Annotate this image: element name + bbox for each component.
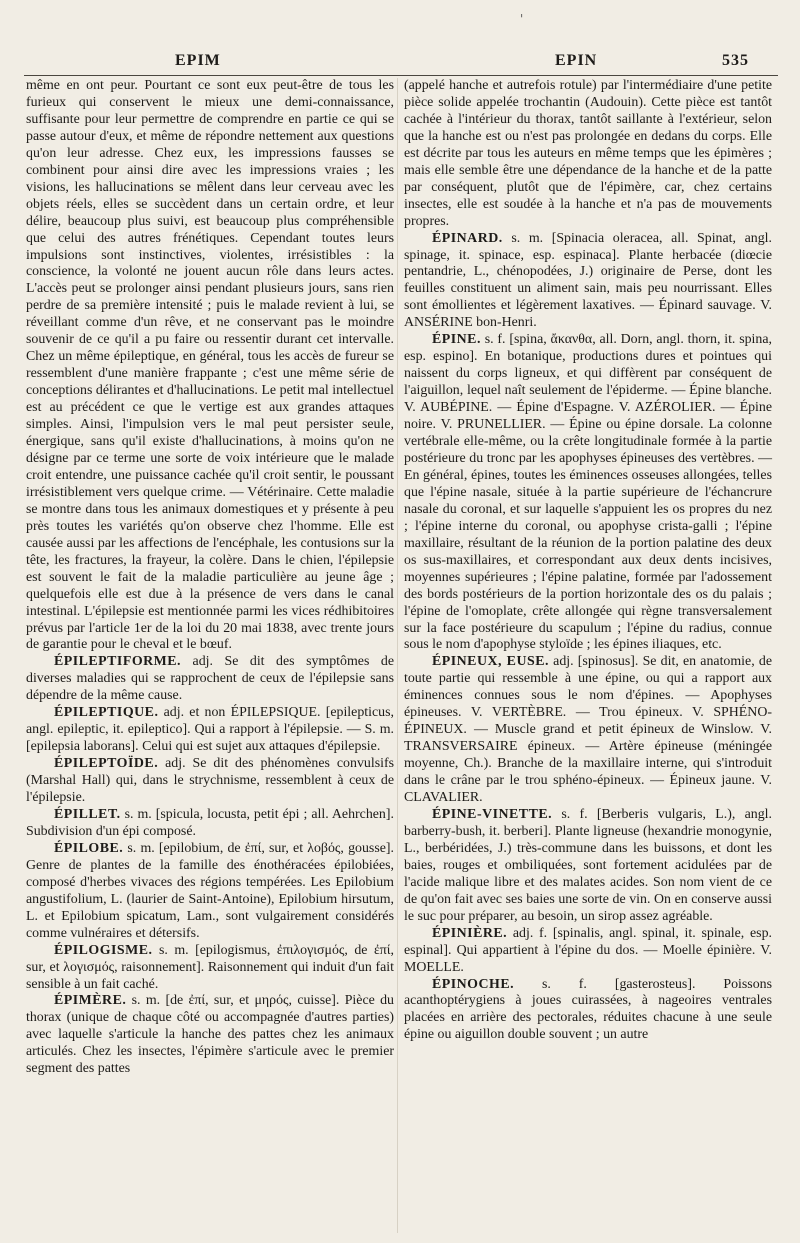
- entry-headword: ÉPINARD.: [432, 230, 503, 246]
- dictionary-entry: [26, 654, 394, 705]
- running-header: [0, 52, 800, 74]
- entry-headword: ÉPIMÈRE.: [54, 993, 127, 1009]
- page-number: 535: [722, 52, 749, 69]
- entry-definition: adj. f. [spinalis, angl. spinal, it. spinale, esp. espinal]. Qui appartient à l'épine du dos. — Moelle épinière. V. MOELLE.: [404, 925, 772, 975]
- dictionary-entry: [404, 807, 772, 926]
- corner-mark: ': [520, 12, 524, 26]
- dictionary-entry: [404, 926, 772, 977]
- continued-paragraph: même en ont peur. Pourtant ce sont eux peut-être de tous les furieux qui conservent le mieux une demi-connaissance, suffisante pour leur permettre de comprendre en partie ce qui se passe autour d'eux, et même de répondre nettement aux questions qu'on leur adresse. Chez eux, les impressions fausses se combinent pour ainsi dire avec les impressions vraies ; les visions, les hallucinations se mêlent dans leur cerveau avec les objets réels, elles se succèdent dans un certain ordre, et leur délire, beaucoup plus suivi, est beaucoup plus compréhensible que celui des autres frénétiques. Cependant toutes leurs impulsions sont instinctives, violentes, irrésistibles : la conscience, la volonté ne jouent aucun rôle dans leurs actes. L'accès peut se prolonger ainsi pendant plusieurs jours, sans rien perdre de sa première intensité ; puis le malade revient à lui, se réveillant comme d'un rêve, et ne conservant pas le moindre souvenir de ce qu'il a pu faire ou ressentir durant cet intervalle. Chez un même épileptique, en général, tous les accès de fureur se ressemblent d'une manière frappante ; c'est une même série de conceptions délirantes et d'hallucinations. Le petit mal intellectuel est au précédent ce que le vertige est aux grandes attaques simples. Ainsi, l'impulsion vers le mal peut persister seule, énergique, sans qu'il existe d'hallucinations, à moins qu'on ne désigne par ce terme une sorte de voix intérieure que le malade croit entendre, une puissance cachée qu'il croit sentir, le poussant irrésistiblement vers quelque crime. — Vétérinaire. Cette maladie se montre dans tous les animaux domestiques et y présente à peu près toutes les variétés qu'on observe chez l'homme. Elle est causée aussi par les affections de l'encéphale, les contusions sur la tête, les fractures, la frayeur, la colère. Dans le chien, l'épilepsie est souvent le fait de la maladie particulière au jeune âge ; quelquefois elle est due à la présence de vers dans le canal intestinal. L'épilepsie est mentionnée parmi les vices rédhibitoires prévus par l'article 1er de la loi du 20 mai 1838, avec trente jours de garantie pour le cheval et le bœuf.: [26, 78, 394, 653]
- entry-definition: s. m. [spicula, locusta, petit épi ; all. Aehrchen]. Subdivision d'un épi composé.: [26, 806, 394, 839]
- entry-definition: adj. Se dit des phénomènes convulsifs (Marshal Hall) qui, dans le strychnisme, ressemblent à ceux de l'épilepsie.: [26, 756, 394, 806]
- dictionary-entry: [26, 993, 394, 1078]
- entry-definition: s. f. [spina, ἄκανθα, all. Dorn, angl. thorn, it. spina, esp. espino]. En botanique, productions dures et pointues qui naissent du corps ligneux, et qui diffèrent par conséquent de l'aiguillon, lequel naît seulement de l'épiderme. — Épine blanche. V. AUBÉPINE. — Épine d'Espagne. V. AZÉROLIER. — Épine noire. V. PRUNELLIER. — Épine ou épine dorsale. La colonne vertébrale elle-même, ou la crête longitudinale formée à la partie postérieure du tronc par les apophyses épineuses des vertèbres. — En général, épines, toutes les éminences osseuses allongées, telles que l'épine nasale, située à la partie supérieure de l'échancrure nasale du coronal, et sur laquelle s'appuient les os propres du nez ; l'épine interne du coronal, ou apophyse crista-galli ; l'épine maxillaire, résultant de la réunion de la portion palatine des deux os sus-maxillaires, et correspondant aux deux dents incisives, moyennes supérieures ; l'épine palatine, formée par l'adossement des bords postérieurs de la portion horizontale des os du palais ; l'épine de l'omoplate, crête allongée qui règne transversalement sur la face postérieure du scapulum ; l'épine du radius, connue sous le nom d'apophyse styloïde ; les épines iliaques, etc.: [404, 332, 772, 653]
- dictionary-entry: [404, 332, 772, 654]
- entry-definition: s. m. [Spinacia oleracea, all. Spinat, angl. spinage, it. spinace, esp. espinaca]. Plante herbacée (diœcie pentandrie, L., chénopodées, J.) originaire de Perse, dont les feuilles constituent un aliment sain, mais peu nourrissant. Elles sont émollientes et légèrement laxatives. — Épinard sauvage. V. ANSÉRINE bon-Henri.: [404, 230, 772, 331]
- entry-headword: ÉPILOBE.: [54, 840, 124, 856]
- entry-definition: s. f. [Berberis vulgaris, L.), angl. barberry-bush, it. berberi]. Plante ligneuse (hexandrie monogynie, L., berbéridées, J.) très-commune dans les buissons, et dont les baies, rouges et ombiliquées, sont fortement acidulées par de l'acide malique libre et des malates acides. Son nom vient de ce de qu'on fait avec ses baies une sorte de vin. On en conserve aussi le suc pour préparer, au besoin, un sirop assez agréable.: [404, 806, 772, 924]
- dictionary-entry: [26, 807, 394, 841]
- entry-headword: ÉPINEUX, EUSE.: [432, 654, 549, 670]
- entry-definition: s. m. [epilogismus, ἐπιλογισμός, de ἐπί, sur, et λογισμός, raisonnement]. Raisonnement qui induit d'un fait sensible à un fait caché.: [26, 942, 394, 992]
- entry-headword: ÉPINIÈRE.: [432, 925, 508, 941]
- entry-definition: s. m. [de ἐπί, sur, et μηρός, cuisse]. Pièce du thorax (unique de chaque côté ou accompagnée d'autres parties) avec laquelle s'articule la hanche des pattes chez les animaux articulés. Chez les insectes, l'épimère s'articule avec le premier segment des pattes: [26, 993, 394, 1077]
- dictionary-entry: [404, 977, 772, 1045]
- entry-headword: ÉPILEPTIFORME.: [54, 654, 182, 670]
- dictionary-entry: [404, 654, 772, 807]
- dictionary-entry: [26, 756, 394, 807]
- entry-headword: ÉPINOCHE.: [432, 976, 515, 992]
- entry-definition: adj. Se dit des symptômes de diverses maladies qui se rapprochent de ceux de l'épilepsie sans dépendre de la même cause.: [26, 654, 394, 704]
- entry-headword: ÉPILLET.: [54, 806, 121, 822]
- header-rule: [24, 75, 778, 76]
- dictionary-entry: [404, 231, 772, 333]
- dictionary-entry: [26, 705, 394, 756]
- entry-definition: adj. et non ÉPILEPSIQUE. [epilepticus, angl. epileptic, it. epileptico]. Qui a rapport à l'épilepsie. — S. m. [epilepsia laborans]. Celui qui est sujet aux attaques d'épilepsie.: [26, 705, 394, 755]
- entry-headword: ÉPINE-VINETTE.: [432, 806, 553, 822]
- entry-headword: ÉPILOGISME.: [54, 942, 153, 958]
- entry-definition: s. f. [gasterosteus]. Poissons acanthoptérygiens à joues cuirassées, à nageoires ventrales placées en arrière des pectorales, réduites chacune à une seule épine ou aiguillon double souvent ; un autre: [404, 976, 772, 1043]
- column-divider: [397, 78, 398, 1233]
- entry-definition: s. m. [epilobium, de ἐπί, sur, et λοβός, gousse]. Genre de plantes de la famille des énothéracées épilobiées, composé d'herbes vivaces des régions tempérées. Les Epilobium angustifolium, L. (laurier de Saint-Antoine), Epilobium hirsutum, L. et Epilobium spicatum, Lam., sont vulgairement considérés comme vulnéraires et détersifs.: [26, 840, 394, 941]
- entry-headword: ÉPINE.: [432, 332, 481, 348]
- dictionary-entry: [26, 943, 394, 994]
- entry-headword: ÉPILEPTIQUE.: [54, 705, 159, 721]
- continued-paragraph: (appelé hanche et autrefois rotule) par l'intermédiaire d'une petite pièce solide appelée trochantin (Audouin). Cette pièce est tantôt cachée à l'intérieur du thorax, tantôt saillante à l'extérieur, selon que la hanche est ou n'est pas prolongée en dedans du corps. Elle est décrite par tous les auteurs en même temps que les épimères ; mais elle semble être une dépendance de la hanche et de la patte par conséquent, plutôt que de l'épimère, car, chez certains insectes, elle est soudée à la hanche et n'a pas de mouvements propres.: [404, 78, 772, 229]
- left-column: [26, 78, 394, 1078]
- dictionary-entry: [26, 841, 394, 943]
- entry-definition: adj. [spinosus]. Se dit, en anatomie, de toute partie qui ressemble à une épine, ou qui a rapport aux éminences connues sous le nom d'épines. — Apophyses épineuses. V. VERTÈBRE. — Trou épineux. V. SPHÉNO-ÉPINEUX. — Muscle grand et petit épineux de Winslow. V. TRANSVERSAIRE épineux. — Artère épineuse (méningée moyenne, Ch.). Branche de la maxillaire interne, qui s'introduit dans le crâne par le trou sphéno-épineux. — Épineux jaune. V. CLAVALIER.: [404, 654, 772, 806]
- right-column: [404, 78, 772, 1044]
- entry-headword: ÉPILEPTOÏDE.: [54, 756, 159, 772]
- left-running-title: EPIM: [175, 52, 221, 69]
- right-running-title: EPIN: [555, 52, 598, 69]
